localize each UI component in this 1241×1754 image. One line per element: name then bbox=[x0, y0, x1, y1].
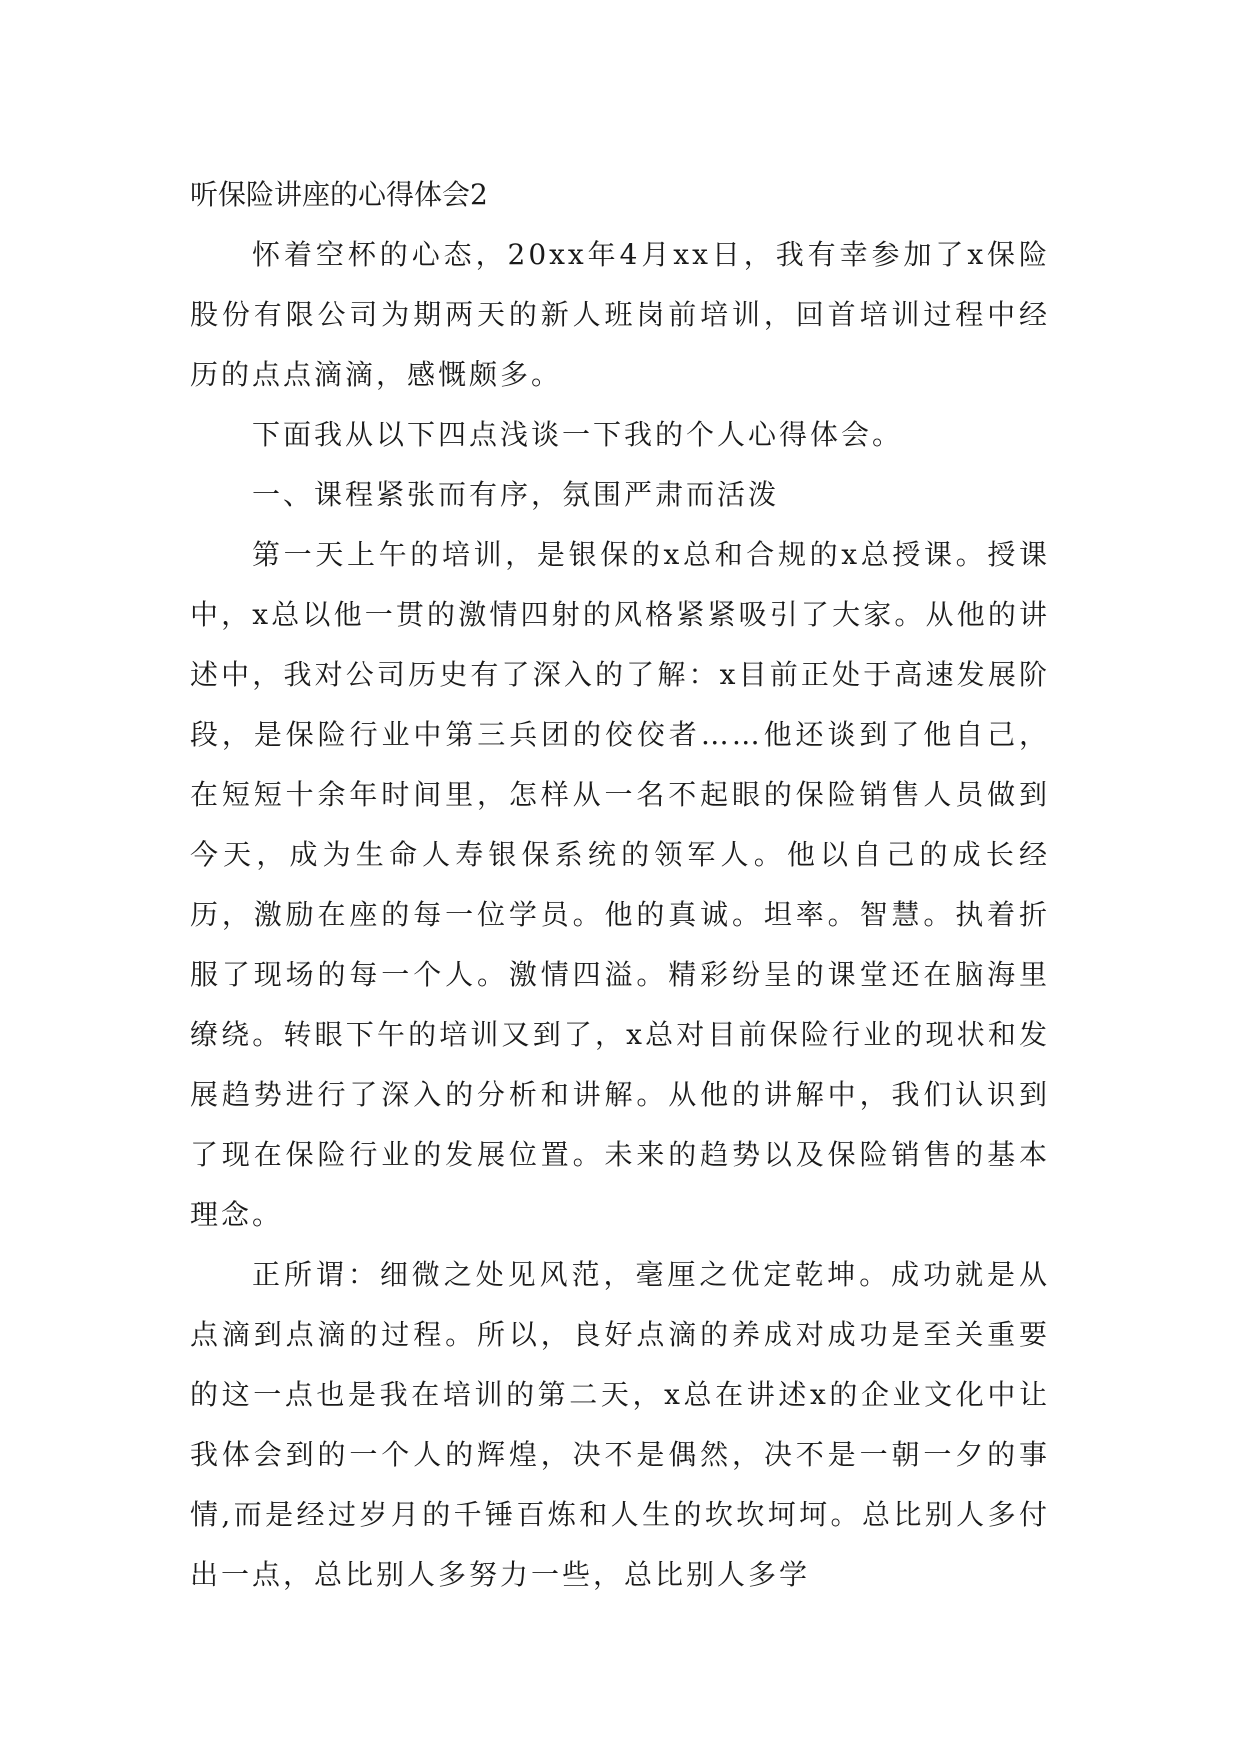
paragraph-intro: 怀着空杯的心态，20xx年4月xx日，我有幸参加了x保险股份有限公司为期两天的新人班岗前培训，回首培训过程中经历的点点滴滴，感慨颇多。 bbox=[190, 238, 1050, 391]
document-title: 听保险讲座的心得体会2 bbox=[190, 178, 488, 211]
paragraph-overview: 下面我从以下四点浅谈一下我的个人心得体会。 bbox=[252, 418, 904, 451]
document-body bbox=[190, 165, 1050, 1605]
paragraph-details: 正所谓：细微之处见风范，毫厘之优定乾坤。成功就是从点滴到点滴的过程。所以，良好点滴的养成对成功是至关重要的这一点也是我在培训的第二天，x总在讲述x的企业文化中让我体会到的一个人的辉煌，决不是偶然，决不是一朝一夕的事情,而是经过岁月的千锤百炼和人生的坎坎坷坷。总比别人多付出一点，总比别人多努力一些，总比别人多学 bbox=[190, 1258, 1050, 1591]
section-heading-1: 一、课程紧张而有序，氛围严肃而活泼 bbox=[252, 478, 780, 511]
paragraph-day-one: 第一天上午的培训，是银保的x总和合规的x总授课。授课中，x总以他一贯的激情四射的风格紧紧吸引了大家。从他的讲述中，我对公司历史有了深入的了解：x目前正处于高速发展阶段，是保险行业中第三兵团的佼佼者……他还谈到了他自己，在短短十余年时间里，怎样从一名不起眼的保险销售人员做到今天，成为生命人寿银保系统的领军人。他以自己的成长经历，激励在座的每一位学员。他的真诚。坦率。智慧。执着折服了现场的每一个人。激情四溢。精彩纷呈的课堂还在脑海里缭绕。转眼下午的培训又到了，x总对目前保险行业的现状和发展趋势进行了深入的分析和讲解。从他的讲解中，我们认识到了现在保险行业的发展位置。未来的趋势以及保险销售的基本理念。 bbox=[190, 538, 1050, 1231]
